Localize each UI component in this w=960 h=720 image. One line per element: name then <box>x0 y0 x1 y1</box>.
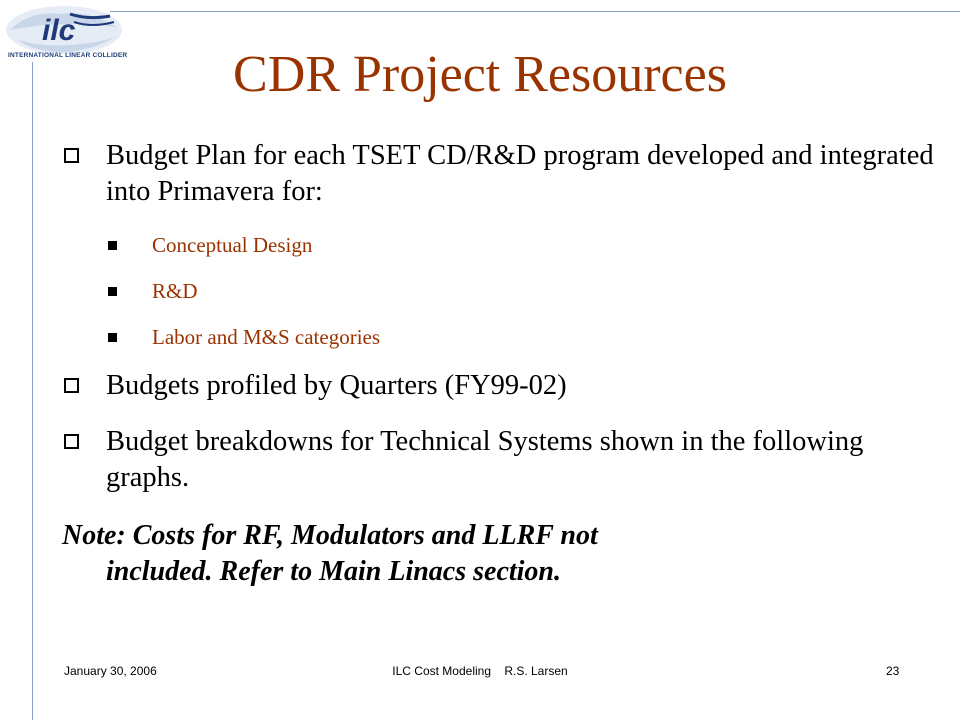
footer-page-number: 23 <box>886 664 900 678</box>
box-bullet-icon <box>64 378 79 393</box>
bullet-item-breakdowns <box>64 424 944 496</box>
bullet-text: Budget Plan for each TSET CD/R&D program developed and integrated into Primavera for: <box>106 140 934 207</box>
subbullet-item-rd <box>108 278 198 304</box>
bullet-text: Budgets profiled by Quarters (FY99-02) <box>106 370 567 401</box>
square-bullet-icon <box>108 333 117 342</box>
bullet-item-quarters <box>64 368 944 404</box>
note-line-1: Note: Costs for RF, Modulators and LLRF not <box>62 520 598 551</box>
box-bullet-icon <box>64 148 79 163</box>
logo-wordmark: INTERNATIONAL LINEAR COLLIDER <box>8 52 128 59</box>
left-rule <box>32 62 33 720</box>
square-bullet-icon <box>108 241 117 250</box>
subbullet-text: Labor and M&S categories <box>152 325 381 349</box>
subbullet-item-labor <box>108 324 380 350</box>
svg-text:ilc: ilc <box>42 14 76 47</box>
slide-title: CDR Project Resources <box>233 46 727 103</box>
footer-title: ILC Cost Modeling R.S. Larsen <box>392 664 568 678</box>
note-text <box>62 518 942 590</box>
subbullet-text: R&D <box>152 279 198 303</box>
footer-date: January 30, 2006 <box>64 664 157 678</box>
bullet-text: Budget breakdowns for Technical Systems shown in the following graphs. <box>106 426 864 493</box>
note-line-2: included. Refer to Main Linacs section. <box>106 556 561 587</box>
top-rule <box>110 11 960 12</box>
box-bullet-icon <box>64 434 79 449</box>
subbullet-text: Conceptual Design <box>152 233 313 257</box>
bullet-item-budget-plan <box>64 138 944 210</box>
square-bullet-icon <box>108 287 117 296</box>
subbullet-item-conceptual-design <box>108 232 312 258</box>
